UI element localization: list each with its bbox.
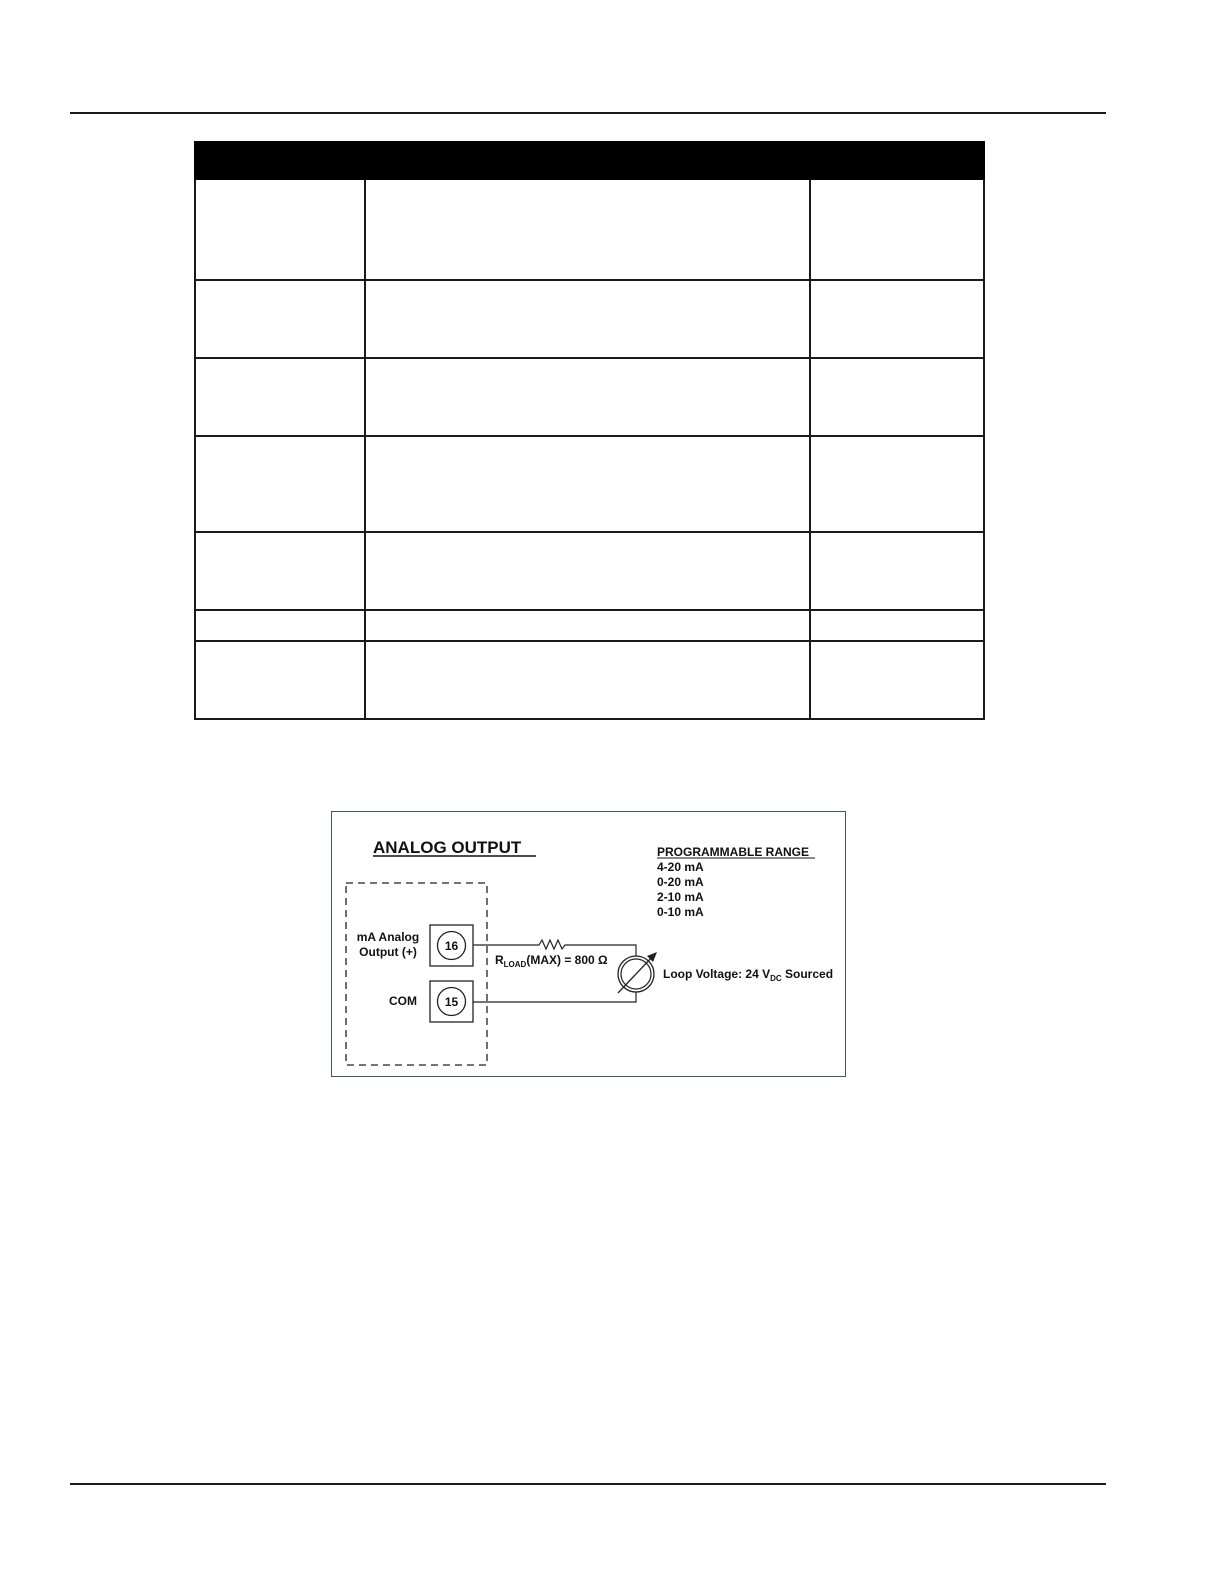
wiring-diagram-svg <box>332 812 847 1078</box>
table-row <box>195 532 984 610</box>
footer-rule <box>70 1483 1106 1485</box>
terminal-16-label-line2: Output (+) <box>359 945 417 959</box>
terminal-16-number: 16 <box>444 939 459 953</box>
table-row <box>195 641 984 719</box>
table-header-cell <box>195 142 365 179</box>
terminal-15-number: 15 <box>444 995 459 1009</box>
table-header-cell <box>365 142 810 179</box>
range-item: 2-10 mA <box>657 890 704 904</box>
range-item: 0-20 mA <box>657 875 704 889</box>
table-cell <box>810 179 984 280</box>
table-cell <box>195 358 365 436</box>
table-cell <box>365 358 810 436</box>
range-item: 0-10 mA <box>657 905 704 919</box>
table-row <box>195 610 984 641</box>
analog-output-wiring-diagram <box>331 811 846 1077</box>
table-cell <box>810 436 984 532</box>
table-cell <box>810 532 984 610</box>
table-cell <box>195 641 365 719</box>
table-cell <box>810 280 984 358</box>
spec-table <box>194 141 985 720</box>
loop-voltage-label: Loop Voltage: 24 $V_{DC}$ Sourced <box>663 967 834 983</box>
table-cell <box>810 610 984 641</box>
range-item: 4-20 mA <box>657 860 704 874</box>
range-heading: PROGRAMMABLE RANGE <box>657 845 809 859</box>
terminal-15-label: COM <box>389 994 417 1008</box>
table-cell <box>365 532 810 610</box>
table-row <box>195 358 984 436</box>
table-cell <box>195 179 365 280</box>
table-cell <box>810 641 984 719</box>
table-row <box>195 436 984 532</box>
table-cell <box>195 280 365 358</box>
instrument-boundary <box>346 883 487 1065</box>
table-cell <box>195 532 365 610</box>
table-header-cell <box>810 142 984 179</box>
load-resistor-label: $R_{LOAD}(MAX) = 800$ Ω <box>495 953 608 969</box>
table-row <box>195 280 984 358</box>
table-cell <box>365 179 810 280</box>
common-wire <box>473 988 636 1002</box>
diagram-title: ANALOG OUTPUT <box>373 838 522 857</box>
header-rule <box>70 112 1106 114</box>
table-row <box>195 179 984 280</box>
table-cell <box>195 610 365 641</box>
table-cell <box>195 436 365 532</box>
table-cell <box>365 280 810 358</box>
table-cell <box>365 610 810 641</box>
table-cell <box>365 641 810 719</box>
table-header-row <box>195 142 984 179</box>
table-cell <box>810 358 984 436</box>
table-cell <box>365 436 810 532</box>
terminal-16-label-line1: mA Analog <box>356 930 420 944</box>
